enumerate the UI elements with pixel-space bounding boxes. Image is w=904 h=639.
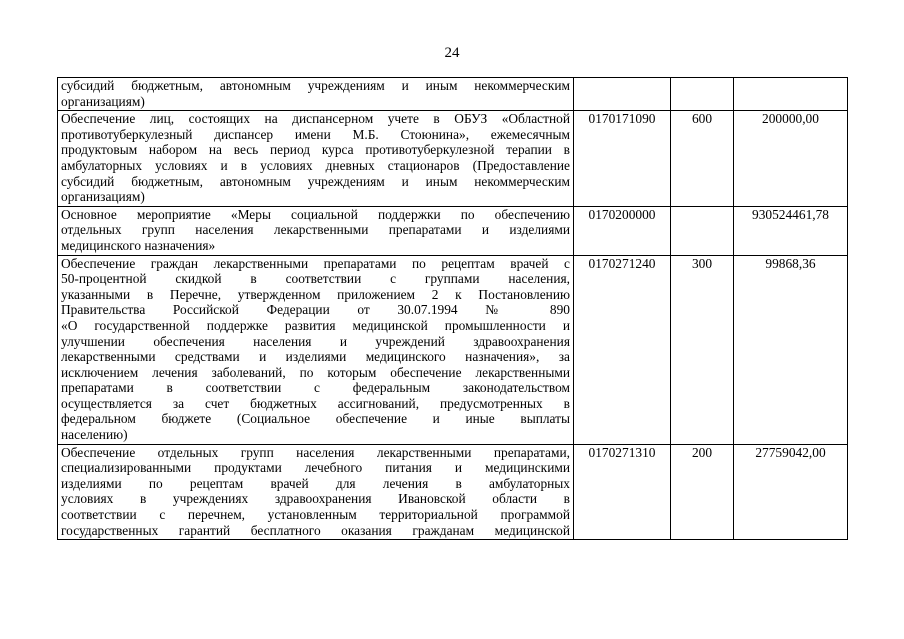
row-name-line: Основное мероприятие «Меры социальной поддержки по обеспечению xyxy=(61,206,570,222)
row-name-line: медицинского назначения» xyxy=(61,237,216,253)
row-name-line: субсидий бюджетным, автономным учреждениям и иным некоммерческим xyxy=(61,173,570,189)
row-name-line: Обеспечение отдельных групп населения лекарственными препаратами, xyxy=(61,444,570,460)
row-name-line: препаратами в соответствии с федеральным законодательством xyxy=(61,380,570,396)
row-code-cell xyxy=(574,78,671,111)
row-code-cell: 0170171090 xyxy=(574,111,671,207)
table-row xyxy=(58,206,848,255)
row-name-line: улучшении обеспечения населения и учреждений здравоохранения xyxy=(61,333,570,349)
row-name-line: указанными в Перечне, утвержденном приложением 2 к Постановлению xyxy=(61,286,570,302)
row-name-line: осуществляется за счет бюджетных ассигнований, предусмотренных в xyxy=(61,395,570,411)
row-name-line: лекарственными средствами и изделиями медицинского назначения», за xyxy=(61,349,570,365)
row-name-line: Обеспечение лиц, состоящих на диспансерном учете в ОБУЗ «Областной xyxy=(61,111,570,127)
row-name-line: субсидий бюджетным, автономным учреждениям и иным некоммерческим xyxy=(61,78,570,93)
row-name-line: противотуберкулезный диспансер имени М.Б. Стоюнина», ежемесячным xyxy=(61,126,570,142)
row-amount-cell: 930524461,78 xyxy=(734,206,848,255)
row-code-cell: 0170200000 xyxy=(574,206,671,255)
table-row xyxy=(58,444,848,540)
row-name-line: продуктовым набором на весь период курса противотуберкулезной терапии в xyxy=(61,142,570,158)
row-name-line: организациям) xyxy=(61,189,145,205)
table-row xyxy=(58,255,848,444)
row-name-line: федеральном бюджете (Социальное обеспечение и иные выплаты xyxy=(61,411,570,427)
row-name-line: исключением лечения заболеваний, по которым обеспечение лекарственными xyxy=(61,364,570,380)
row-amount-cell xyxy=(734,78,848,111)
row-name-cell xyxy=(58,255,574,444)
row-name-cell xyxy=(58,206,574,255)
row-name-line: отдельных групп населения лекарственными препаратами и изделиями xyxy=(61,222,570,238)
row-expense-type-cell xyxy=(671,206,734,255)
row-expense-type-cell: 300 xyxy=(671,255,734,444)
row-amount-cell: 27759042,00 xyxy=(734,444,848,540)
row-amount-cell: 99868,36 xyxy=(734,255,848,444)
table-row xyxy=(58,78,848,111)
row-name-cell xyxy=(58,444,574,540)
row-expense-type-cell: 200 xyxy=(671,444,734,540)
row-name-line: изделиями по рецептам врачей для лечения в амбулаторных xyxy=(61,475,570,491)
budget-table-body xyxy=(58,78,848,540)
row-name-line: Обеспечение граждан лекарственными препаратами по рецептам врачей с xyxy=(61,255,570,271)
row-amount-cell: 200000,00 xyxy=(734,111,848,207)
row-name-line: государственных гарантий бесплатного оказания гражданам медицинской xyxy=(61,522,570,538)
budget-table xyxy=(57,77,848,540)
row-name-line: «О государственной поддержке развития медицинской промышленности и xyxy=(61,317,570,333)
row-name-line: амбулаторных условиях и в условиях дневных стационаров (Предоставление xyxy=(61,157,570,173)
row-name-line: организациям) xyxy=(61,93,145,109)
row-expense-type-cell xyxy=(671,78,734,111)
table-row xyxy=(58,111,848,207)
row-expense-type-cell: 600 xyxy=(671,111,734,207)
row-code-cell: 0170271240 xyxy=(574,255,671,444)
row-name-line: специализированными продуктами лечебного питания и медицинскими xyxy=(61,460,570,476)
row-name-cell xyxy=(58,78,574,111)
row-name-line: Правительства Российской Федерации от 30.07.1994 № 890 xyxy=(61,302,570,318)
row-name-cell xyxy=(58,111,574,207)
page-number: 24 xyxy=(444,45,460,61)
row-name-line: населению) xyxy=(61,427,128,443)
row-name-line: условиях в учреждениях здравоохранения Ивановской области в xyxy=(61,491,570,507)
row-name-line: 50-процентной скидкой в соответствии с группами населения, xyxy=(61,271,570,287)
row-code-cell: 0170271310 xyxy=(574,444,671,540)
row-name-line: соответствии с перечнем, установленным территориальной программой xyxy=(61,507,570,523)
